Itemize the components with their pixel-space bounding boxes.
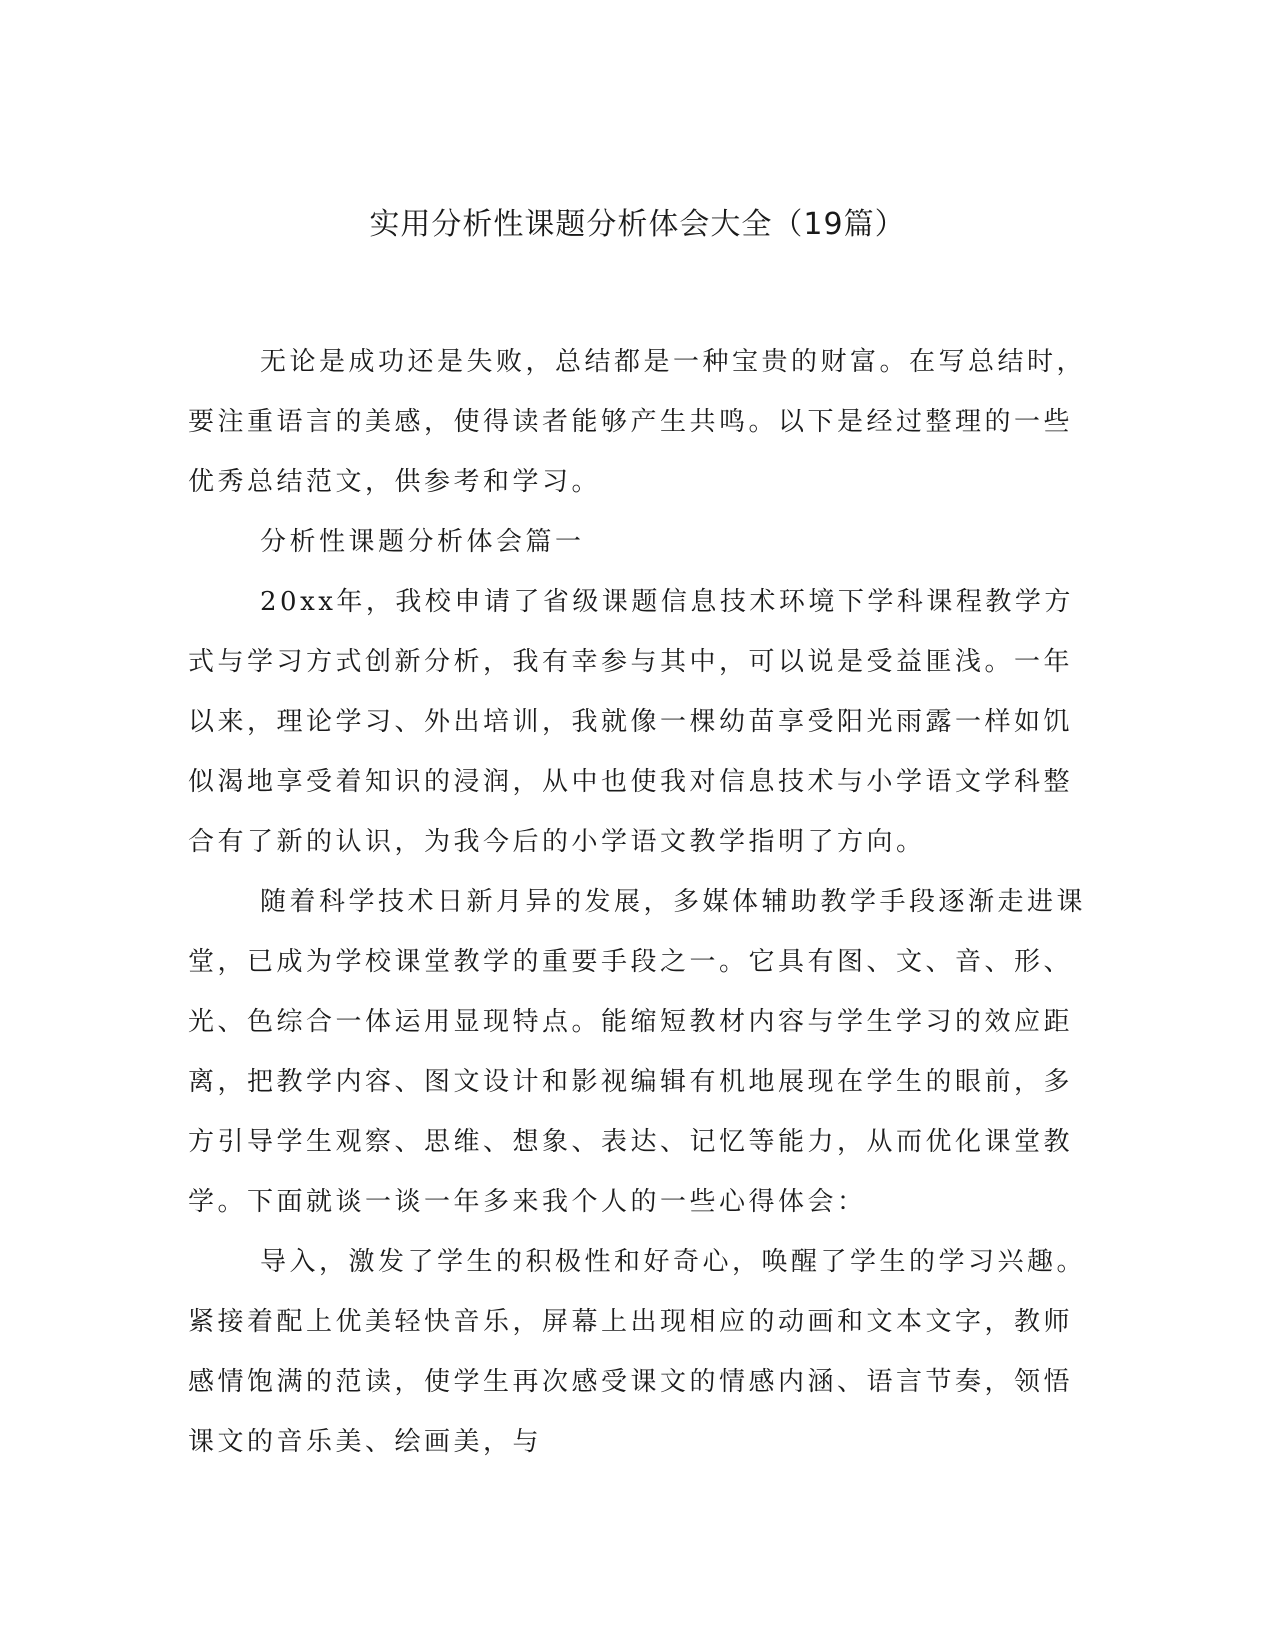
body-paragraph: 随着科学技术日新月异的发展，多媒体辅助教学手段逐渐走进课堂，已成为学校课堂教学的重要手段之一。它具有图、文、音、形、光、色综合一体运用显现特点。能缩短教材内容与学生学习的效应距离，把教学内容、图文设计和影视编辑有机地展现在学生的眼前，多方引导学生观察、思维、想象、表达、记忆等能力，从而优化课堂教学。下面就谈一谈一年多来我个人的一些心得体会：	[188, 887, 1087, 1217]
document-body	[188, 332, 1088, 1472]
document-title: 实用分析性课题分析体会大全（19篇）	[369, 207, 906, 242]
body-paragraph: 20xx年，我校申请了省级课题信息技术环境下学科课程教学方式与学习方式创新分析，我有幸参与其中，可以说是受益匪浅。一年以来，理论学习、外出培训，我就像一棵幼苗享受阳光雨露一样如饥似渴地享受着知识的浸润，从中也使我对信息技术与小学语文学科整合有了新的认识，为我今后的小学语文教学指明了方向。	[188, 587, 1074, 857]
body-paragraph: 导入，激发了学生的积极性和好奇心，唤醒了学生的学习兴趣。紧接着配上优美轻快音乐，屏幕上出现相应的动画和文本文字，教师感情饱满的范读，使学生再次感受课文的情感内涵、语言节奏，领悟课文的音乐美、绘画美，与	[188, 1247, 1087, 1457]
intro-paragraph: 无论是成功还是失败，总结都是一种宝贵的财富。在写总结时，要注重语言的美感，使得读者能够产生共鸣。以下是经过整理的一些优秀总结范文，供参考和学习。	[188, 347, 1087, 497]
section-heading: 分析性课题分析体会篇一	[260, 527, 585, 557]
